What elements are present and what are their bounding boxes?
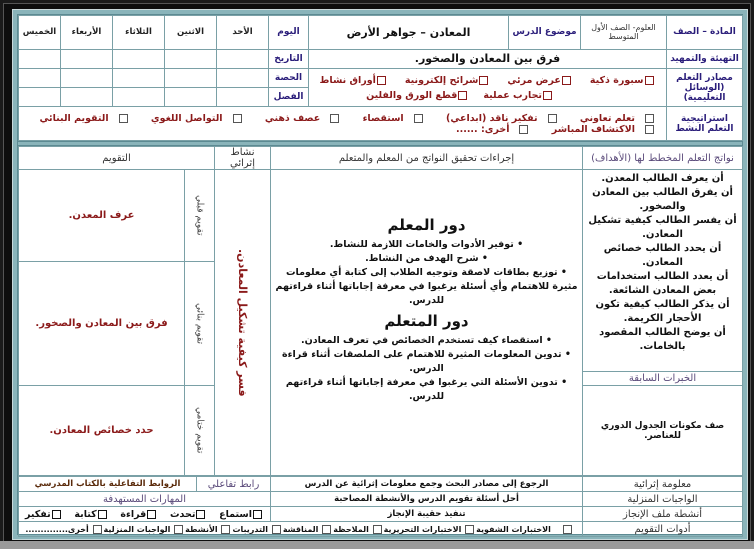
tools-label: أدوات التقويم: [583, 522, 743, 537]
checkbox-icon[interactable]: [414, 114, 423, 123]
checkbox-icon[interactable]: [253, 510, 262, 519]
teacher-role-list: [273, 238, 580, 308]
period-cell[interactable]: [113, 68, 165, 87]
teacher-step: • شرح الهدف من النشاط.: [365, 253, 488, 264]
bottom-table: [18, 476, 743, 537]
day-wednesday: الأربعاء: [61, 16, 113, 50]
checkbox-icon[interactable]: [562, 76, 571, 85]
main-table: [18, 146, 743, 476]
learner-role-title: دور المتعلم: [384, 312, 469, 330]
date-cell[interactable]: [113, 49, 165, 68]
bottom-gray-bar: [0, 541, 754, 549]
teacher-role-title: دور المعلم: [387, 216, 466, 234]
assessment-pre-value: عرف المعدن.: [19, 170, 185, 262]
resource-experiments[interactable]: تجارب عملية: [483, 88, 554, 103]
strategy-critical[interactable]: تفكير ناقد (ابداعي): [441, 113, 562, 124]
period-cell[interactable]: [61, 68, 113, 87]
tool-homework[interactable]: الواجبات المنزلية: [92, 525, 171, 534]
strategy-inquiry[interactable]: استقصاء: [358, 113, 428, 124]
interactive-link-label: رابط تفاعلي: [197, 477, 271, 492]
skill-thinking[interactable]: تفكير: [25, 509, 63, 520]
learner-step: • تدوين الأسئلة التي يرغبوا في معرفة إجاباتها أثناء قراءتهم للدرس.: [285, 377, 568, 402]
teacher-step: • توفير الأدوات والخامات اللازمة للنشاط.: [329, 239, 524, 250]
page-frame-outer: [3, 3, 751, 543]
class-cell[interactable]: [113, 88, 165, 107]
goal-item: أن يعدد الطالب استخدامات بعض المعادن الشائعة.: [596, 271, 729, 296]
subject-label: المادة – الصف: [667, 16, 743, 50]
header-table: [18, 15, 743, 141]
class-label: الفصل: [269, 88, 309, 107]
checkbox-icon[interactable]: [373, 525, 382, 534]
lesson-plan-sheet: [17, 14, 743, 535]
class-cell[interactable]: [19, 88, 61, 107]
goal-item: أن يفرق الطالب بين المعادن والصخور.: [592, 187, 733, 212]
date-label: التاريخ: [269, 49, 309, 68]
goals-list: [585, 170, 740, 356]
skill-writing[interactable]: كتابة: [74, 509, 108, 520]
checkbox-icon[interactable]: [645, 76, 654, 85]
goal-item: أن يحدد الطالب خصائص المعادن.: [603, 243, 722, 268]
date-cell[interactable]: [61, 49, 113, 68]
skill-reading[interactable]: قراءة: [120, 509, 158, 520]
strategies-options: [19, 107, 667, 141]
enrichment-header: نشاط إثرائي: [215, 147, 271, 170]
period-cell[interactable]: [165, 68, 217, 87]
tool-other[interactable]: أخرى..............: [25, 524, 89, 534]
teacher-step: • توزيع بطاقات لاصقة وتوجيه الطلاب إلى كتابة أي معلومات مثيرة للاهتمام وأي أسئلة يرغبوا في معرفة إجاباتها أثناء قراءتهم للدرس.: [275, 267, 578, 306]
goal-item: أن يوضح الطالب المقصود بالخامات.: [599, 327, 726, 352]
checkbox-icon[interactable]: [93, 525, 102, 534]
topic-value: المعادن – جواهر الأرض: [309, 16, 509, 50]
enrichment-cell: [215, 170, 271, 476]
intro-label: التهيئة والتمهيد: [667, 49, 743, 68]
assessment-type-pre: تقويم قبلي: [185, 170, 215, 262]
day-thursday: الخميس: [19, 16, 61, 50]
goal-item: أن يفسر الطالب كيفية تشكيل المعادن.: [588, 215, 737, 240]
assessment-summative-value: حدد خصائص المعادن.: [19, 386, 185, 476]
checkbox-icon[interactable]: [548, 114, 557, 123]
subject-value: العلوم- الصف الأول المتوسط: [581, 16, 667, 50]
class-cell[interactable]: [217, 88, 269, 107]
date-cell[interactable]: [19, 49, 61, 68]
strategy-cooperative[interactable]: تعلم تعاوني: [575, 113, 659, 124]
homework-value: أحل أسئلة تقويم الدرس والأنشطة المصاحبة: [271, 492, 583, 507]
tool-observation[interactable]: الملاحظة: [321, 525, 369, 534]
strategy-discovery[interactable]: الاكتشاف المباشر: [547, 124, 659, 135]
day-tuesday: الثلاثاء: [113, 16, 165, 50]
checkbox-icon[interactable]: [147, 510, 156, 519]
learner-role-list: [273, 334, 580, 404]
enrichment-info-label: معلومة إثرائية: [583, 477, 743, 492]
homework-label: الواجبات المنزلية: [583, 492, 743, 507]
assessment-type-summative: تقويم ختامي: [185, 386, 215, 476]
intro-value: فرق بين المعادن والصخور.: [309, 49, 667, 68]
checkbox-icon[interactable]: [174, 525, 183, 534]
checkbox-icon[interactable]: [543, 91, 552, 100]
interactive-link-value[interactable]: الروابط التفاعلية بالكتاب المدرسي: [19, 477, 197, 492]
goals-header: نواتج التعلم المخطط لها (الأهداف): [583, 147, 743, 170]
resource-worksheets[interactable]: أوراق نشاط: [320, 73, 388, 88]
strategies-label: استراتيجية التعلم النشط: [667, 107, 743, 141]
tool-written[interactable]: الاختبارات التحريرية: [372, 525, 462, 534]
tool-discussion[interactable]: المناقشة: [271, 525, 319, 534]
checkbox-icon[interactable]: [519, 125, 528, 134]
checkbox-icon[interactable]: [233, 114, 242, 123]
resource-visual[interactable]: عرض مرئي: [507, 73, 572, 88]
class-cell[interactable]: [165, 88, 217, 107]
resource-slides[interactable]: شرائح إلكترونية: [405, 73, 490, 88]
procedures-cell: [271, 170, 583, 476]
checkbox-icon[interactable]: [479, 76, 488, 85]
date-cell[interactable]: [165, 49, 217, 68]
resource-smartboard[interactable]: سبورة ذكية: [590, 73, 656, 88]
period-label: الحصة: [269, 68, 309, 87]
checkbox-icon[interactable]: [645, 114, 654, 123]
date-cell[interactable]: [217, 49, 269, 68]
checkbox-icon[interactable]: [645, 125, 654, 134]
checkbox-icon[interactable]: [119, 114, 128, 123]
skill-listening[interactable]: استماع: [219, 509, 264, 520]
period-cell[interactable]: [217, 68, 269, 87]
checkbox-icon[interactable]: [377, 76, 386, 85]
checkbox-icon[interactable]: [465, 525, 474, 534]
goal-item: أن يذكر الطالب كيفية تكون الأحجار الكريمة.: [595, 299, 730, 324]
checkbox-icon[interactable]: [272, 525, 281, 534]
day-sunday: الأحد: [217, 16, 269, 50]
tool-oral[interactable]: الاختبارات الشفوية: [464, 525, 551, 534]
page-frame-mid: [12, 9, 748, 540]
assessment-formative-value: فرق بين المعادن والصخور.: [19, 262, 185, 386]
prior-knowledge-value: صف مكونات الجدول الدوري للعناصر.: [583, 386, 743, 476]
procedures-header: إجراءات تحقيق النواتج من المعلم والمتعلم: [271, 147, 583, 170]
assessment-header: التقويم: [19, 147, 215, 170]
strategy-brainstorm[interactable]: عصف ذهني: [260, 113, 344, 124]
resources-options: [309, 68, 667, 106]
learner-step: • استقصاء كيف تستخدم الخصائص في تعرف المعادن.: [301, 335, 553, 346]
skills-options: [19, 507, 271, 522]
strategy-language[interactable]: التواصل اللغوي: [146, 113, 247, 124]
class-cell[interactable]: [61, 88, 113, 107]
portfolio-value: تنفيذ حقيبة الإنجاز: [271, 507, 583, 522]
day-label: اليوم: [269, 16, 309, 50]
prior-knowledge-header: الخبرات السابقة: [583, 372, 743, 386]
checkbox-icon[interactable]: [196, 510, 205, 519]
checkbox-icon[interactable]: [52, 510, 61, 519]
assessment-type-formative: تقويم بنائي: [185, 262, 215, 386]
goals-cell: [583, 170, 743, 372]
day-monday: الاثنين: [165, 16, 217, 50]
skill-speaking[interactable]: تحدث: [170, 509, 207, 520]
portfolio-label: أنشطة ملف الإنجاز: [583, 507, 743, 522]
topic-label: موضوع الدرس: [509, 16, 581, 50]
checkbox-icon[interactable]: [330, 114, 339, 123]
tool-activities[interactable]: الأنشطة: [173, 525, 218, 534]
tool-exercises[interactable]: التدريبات: [220, 525, 268, 534]
period-cell[interactable]: [19, 68, 61, 87]
checkbox-icon[interactable]: [221, 525, 230, 534]
enrichment-info-value: الرجوع إلى مصادر البحث وجمع معلومات إثرائية عن الدرس: [271, 477, 583, 492]
resource-paper-cork[interactable]: قطع الورق والفلين: [366, 88, 469, 103]
strategy-other[interactable]: أخرى: ......: [451, 124, 533, 135]
learner-step: • تدوين المعلومات المثيرة للاهتمام على الملصقات أثناء قراءة الدرس.: [282, 349, 571, 374]
skills-header: المهارات المستهدفة: [19, 492, 271, 507]
checkbox-icon[interactable]: [563, 525, 572, 534]
resources-label: مصادر التعلم (الوسائل التعليمية): [667, 68, 743, 106]
tools-options: [19, 522, 583, 537]
strategy-formative[interactable]: التقويم البنائي: [34, 113, 132, 124]
checkbox-icon[interactable]: [98, 510, 107, 519]
checkbox-icon[interactable]: [458, 91, 467, 100]
goal-item: أن يعرف الطالب المعدن.: [601, 173, 724, 184]
enrichment-activity: فسر كيفية تشكيل المعادن.: [236, 248, 250, 397]
checkbox-icon[interactable]: [322, 525, 331, 534]
